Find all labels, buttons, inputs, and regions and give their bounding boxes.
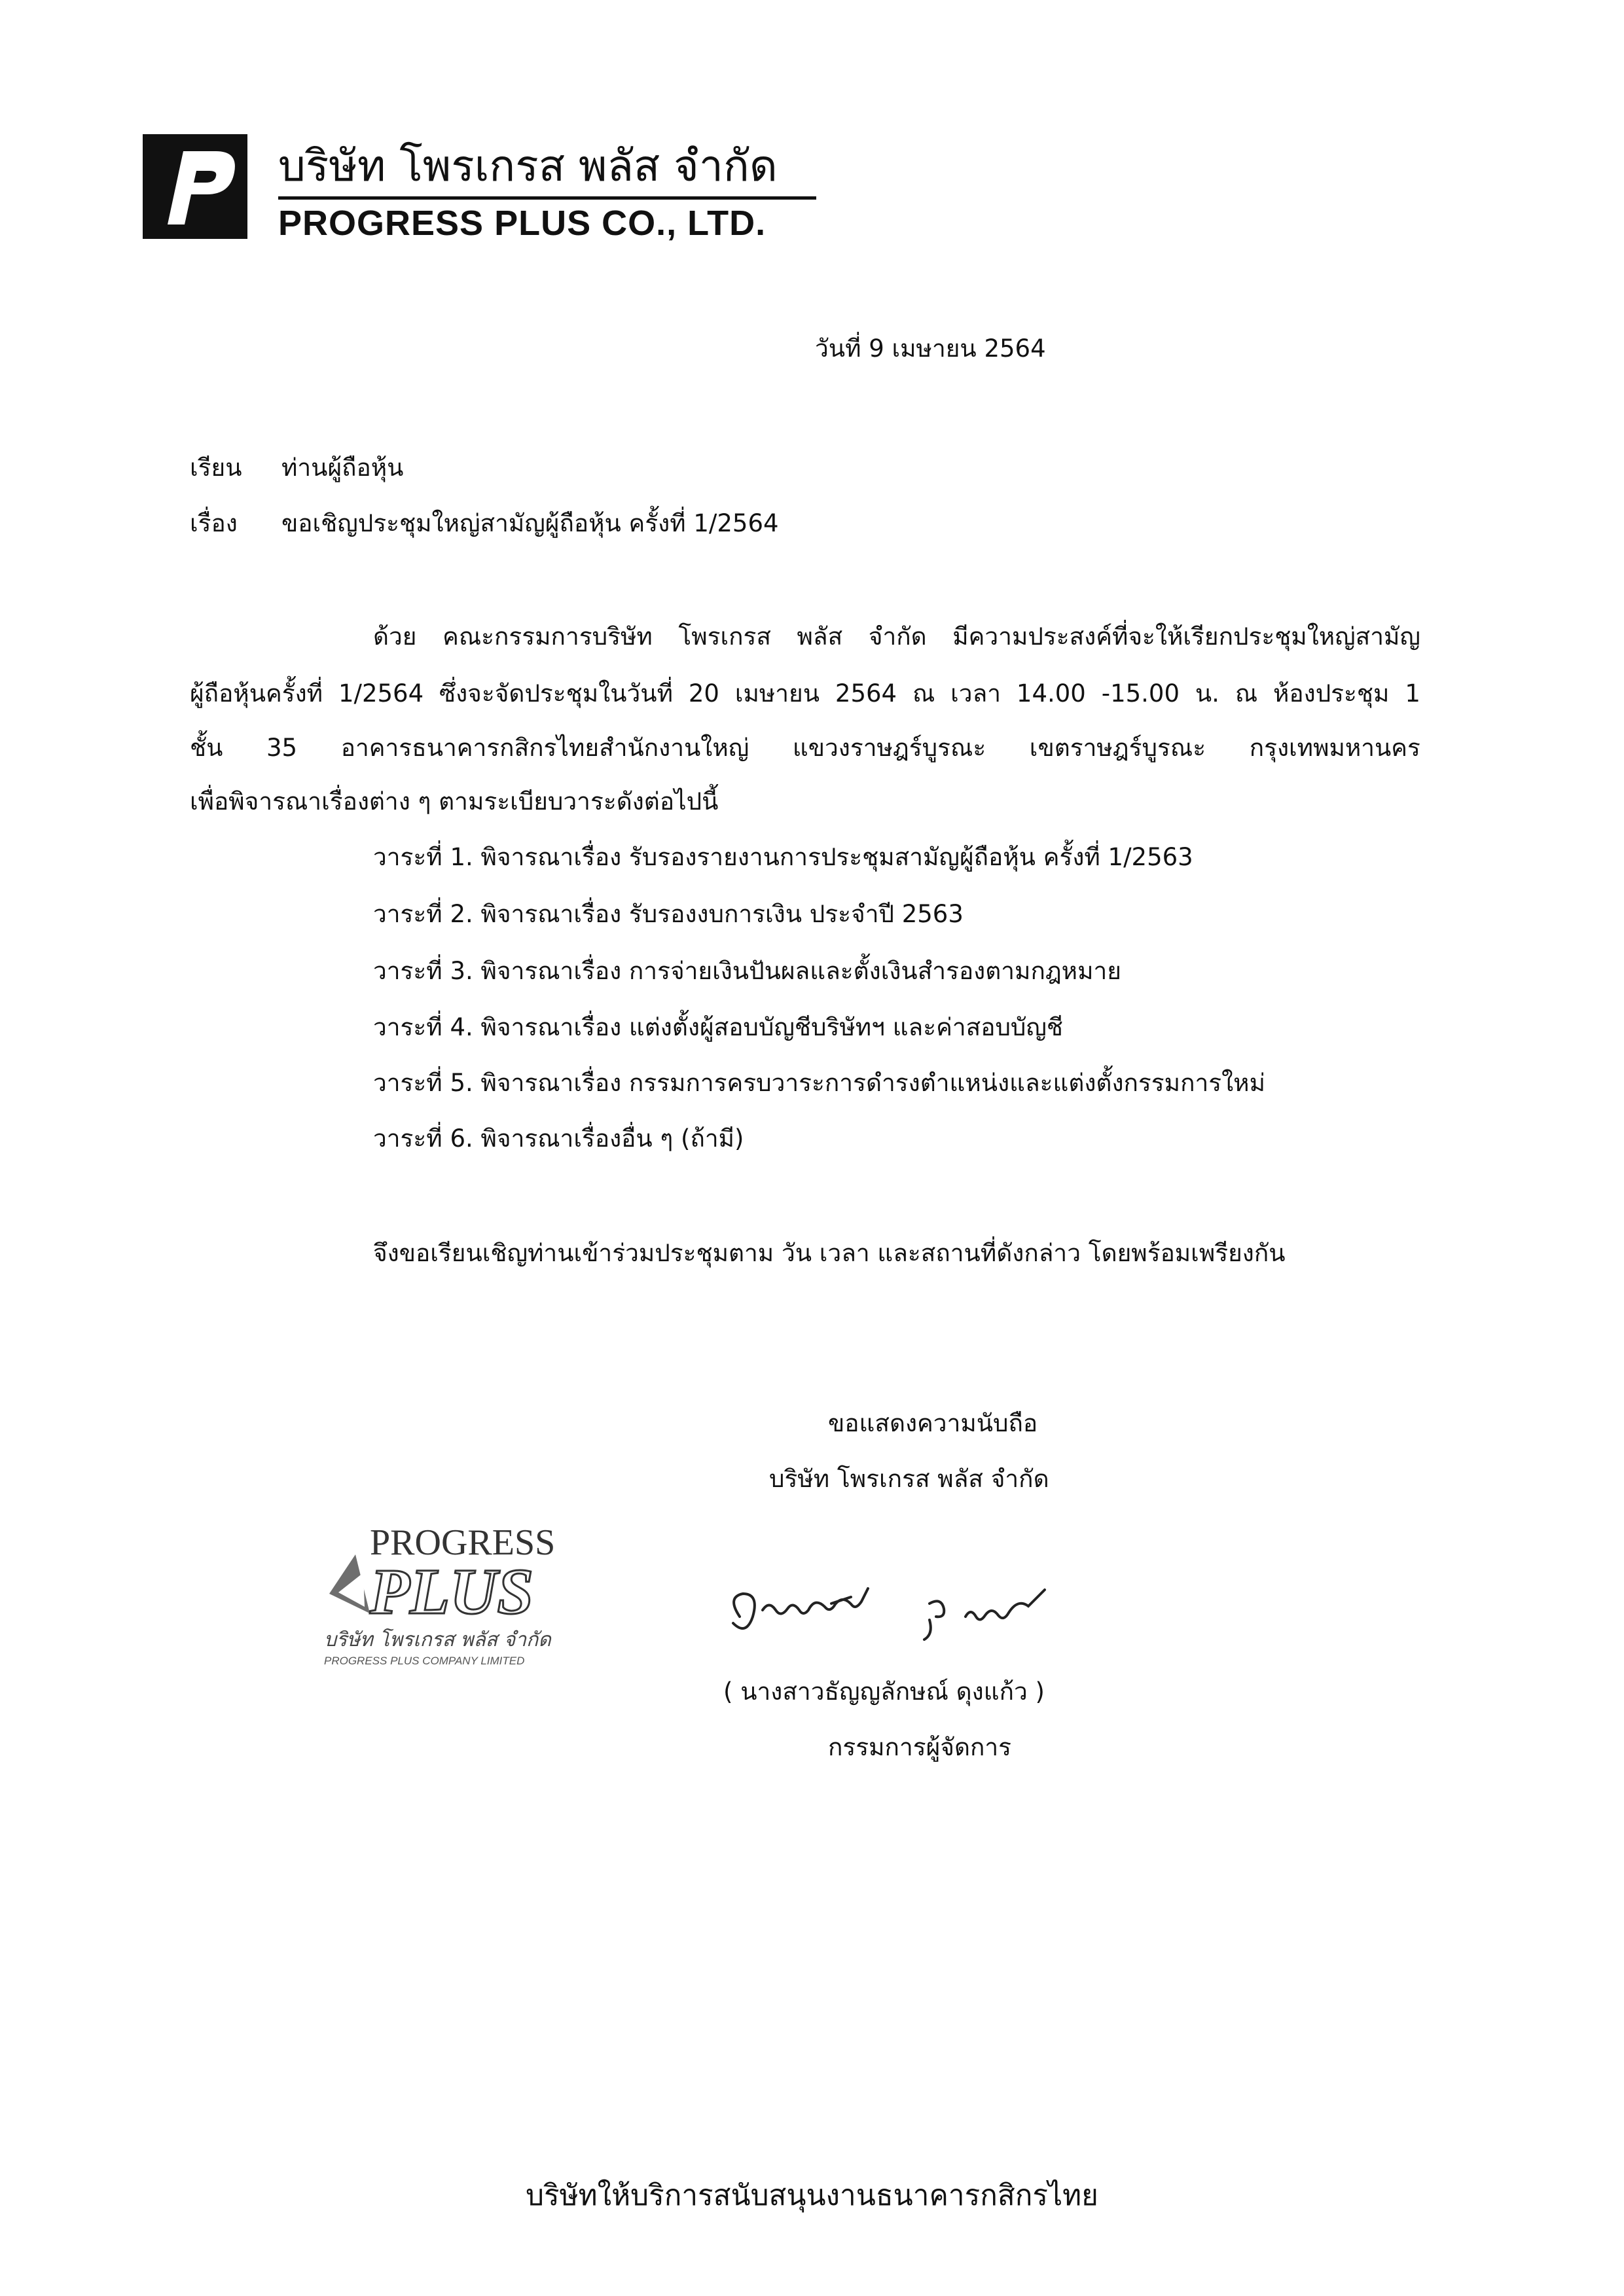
body-word: ผู้ถือหุ้นครั้งที่ — [190, 679, 323, 708]
body-word: โพรเกรส — [678, 622, 771, 651]
body-word: ชั้น — [190, 734, 223, 762]
body-word: 20 — [688, 679, 719, 708]
body-word: 1 — [1405, 679, 1420, 708]
body-word: 14.00 — [1016, 679, 1086, 708]
closing-company: บริษัท โพรเกรส พลัส จำกัด — [769, 1465, 1049, 1493]
company-stamp — [324, 1515, 612, 1679]
body-word: แขวงราษฎร์บูรณะ — [792, 734, 986, 762]
body-word: มีความประสงค์ที่จะให้เรียกประชุมใหญ่สามัญ — [952, 622, 1420, 651]
handwritten-signature — [713, 1577, 1080, 1649]
stamp-text-plus: PLUS — [370, 1555, 533, 1628]
body-word: เขตราษฎร์บูรณะ — [1029, 734, 1206, 762]
recipient-value: ท่านผู้ถือหุ้น — [281, 454, 404, 482]
body-word: พลัส — [797, 622, 843, 651]
body-line-2 — [190, 677, 1420, 710]
body-word: กรุงเทพมหานคร — [1249, 734, 1420, 762]
letterhead-divider — [278, 196, 816, 200]
body-word: อาคารธนาคารกสิกรไทยสำนักงานใหญ่ — [340, 734, 749, 762]
agenda-item-5: วาระที่ 5. พิจารณาเรื่อง กรรมการครบวาระการดำรงตำแหน่งและแต่งตั้งกรรมการใหม่ — [373, 1069, 1265, 1097]
body-word: 2564 — [835, 679, 897, 708]
body-word: ณ — [1235, 679, 1258, 708]
subject-value: ขอเชิญประชุมใหญ่สามัญผู้ถือหุ้น ครั้งที่ 1/2564 — [281, 509, 779, 537]
body-word: ณ — [912, 679, 935, 708]
signatory-name: ( นางสาวธัญญลักษณ์ ดุงแก้ว ) — [723, 1677, 1045, 1706]
body-word: เวลา — [950, 679, 1001, 708]
stamp-text-thai: บริษัท โพรเกรส พลัส จำกัด — [324, 1628, 551, 1651]
footer-note: บริษัทให้บริการสนับสนุนงานธนาคารกสิกรไทย — [526, 2179, 1098, 2212]
stamp-text-english: PROGRESS PLUS COMPANY LIMITED — [324, 1655, 525, 1667]
agenda-item-1: วาระที่ 1. พิจารณาเรื่อง รับรองรายงานการประชุมสามัญผู้ถือหุ้น ครั้งที่ 1/2563 — [373, 843, 1193, 871]
body-word: จำกัด — [868, 622, 927, 651]
body-word: เมษายน — [734, 679, 820, 708]
letter-date: วันที่ 9 เมษายน 2564 — [815, 334, 1046, 363]
signatory-title: กรรมการผู้จัดการ — [828, 1733, 1012, 1761]
body-word: 35 — [266, 734, 298, 762]
company-name-thai: บริษัท โพรเกรส พลัส จำกัด — [278, 141, 778, 191]
recipient-line — [190, 452, 403, 484]
body-word: -15.00 — [1101, 679, 1180, 708]
body-word: 1/2564 — [338, 679, 424, 708]
agenda-item-2: วาระที่ 2. พิจารณาเรื่อง รับรองงบการเงิน ประจำปี 2563 — [373, 900, 964, 928]
body-word: ด้วย — [373, 622, 417, 651]
invitation-sentence: จึงขอเรียนเชิญท่านเข้าร่วมประชุมตาม วัน เวลา และสถานที่ดังกล่าว โดยพร้อมเพรียงกัน — [373, 1239, 1286, 1267]
subject-label: เรื่อง — [190, 509, 238, 537]
body-word: น. — [1195, 679, 1219, 708]
closing-regards: ขอแสดงความนับถือ — [828, 1409, 1038, 1437]
body-line-3 — [190, 732, 1420, 764]
subject-line — [190, 507, 779, 540]
body-line-4: เพื่อพิจารณาเรื่องต่าง ๆ ตามระเบียบวาระดังต่อไปนี้ — [190, 787, 719, 816]
stamp-text-progress: PROGRESS — [370, 1522, 556, 1563]
body-word: ซึ่งจะจัดประชุมในวันที่ — [439, 679, 673, 708]
agenda-item-3: วาระที่ 3. พิจารณาเรื่อง การจ่ายเงินปันผลและตั้งเงินสำรองตามกฎหมาย — [373, 957, 1121, 985]
p-logo-icon — [143, 134, 247, 239]
recipient-label: เรียน — [190, 454, 242, 482]
agenda-item-6: วาระที่ 6. พิจารณาเรื่องอื่น ๆ (ถ้ามี) — [373, 1124, 744, 1153]
body-word: ห้องประชุม — [1273, 679, 1390, 708]
body-line-1 — [373, 620, 1420, 653]
company-name-english: PROGRESS PLUS CO., LTD. — [278, 204, 767, 243]
agenda-item-4: วาระที่ 4. พิจารณาเรื่อง แต่งตั้งผู้สอบบัญชีบริษัทฯ และค่าสอบบัญชี — [373, 1013, 1064, 1041]
body-word: คณะกรรมการบริษัท — [442, 622, 653, 651]
